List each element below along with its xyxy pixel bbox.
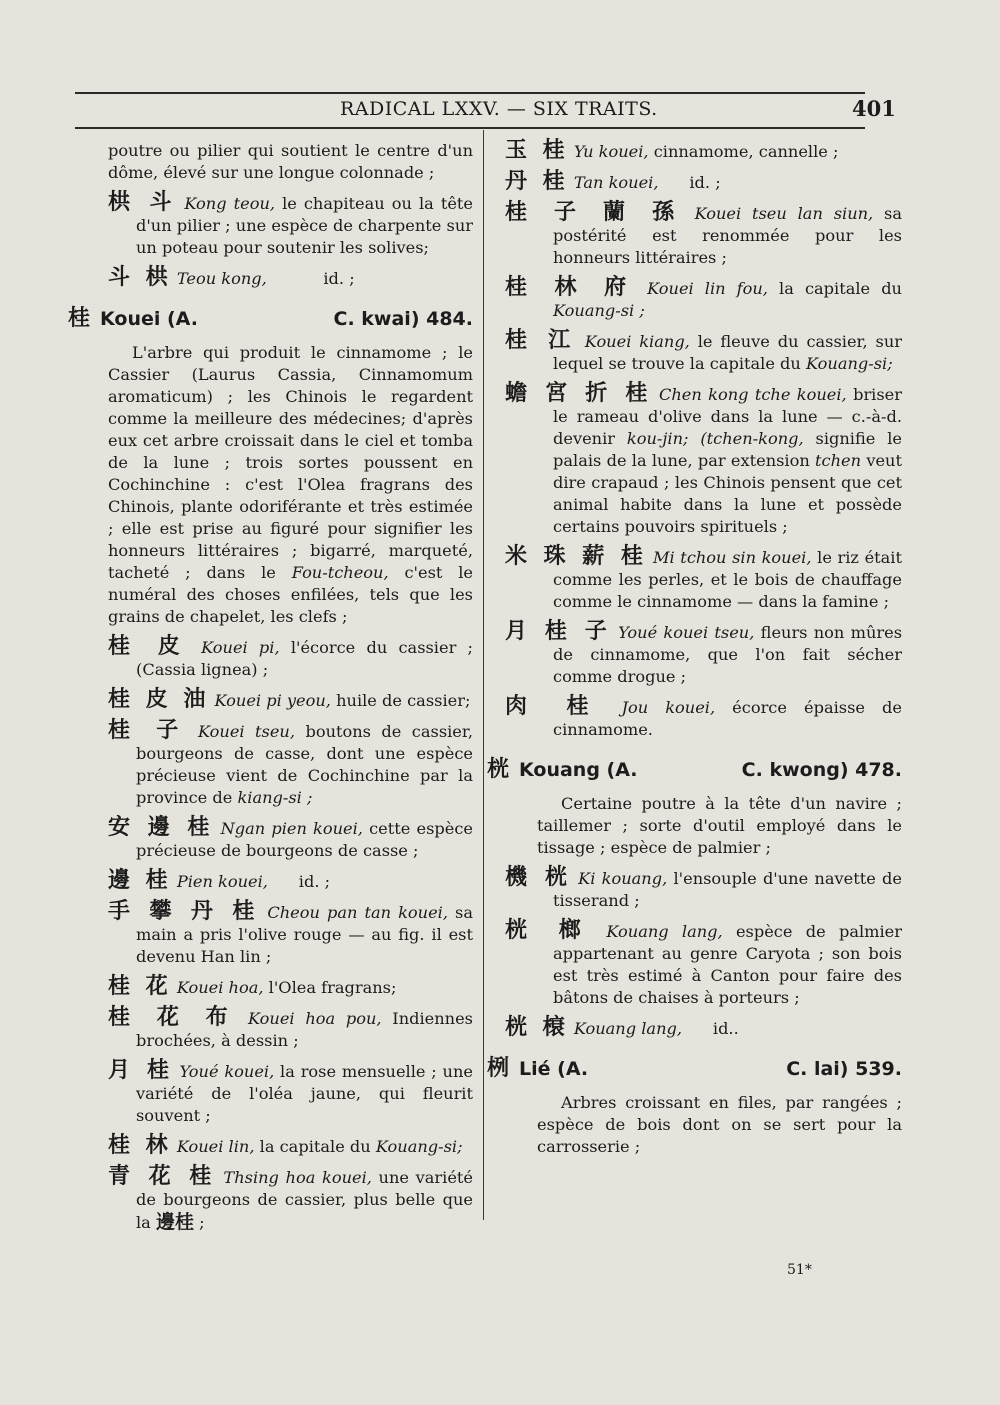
heading-character: 桄 (487, 757, 514, 782)
section-heading (487, 1058, 902, 1080)
dict-entry: 青 花 桂 Thsing hoa kouei, une variété de bourgeons de cassier, plus belle que la 邊桂 ; (108, 1164, 473, 1233)
definition: boutons de cassier, bourgeons de casse, dont une espèce précieuse vient de Cochinchine par la province de (136, 722, 473, 807)
chinese-term: 機 桄 (505, 865, 572, 890)
heading-character: 桂 (68, 306, 95, 331)
chinese-term: 米 珠 薪 桂 (505, 544, 648, 569)
definition: le riz était comme les perles, et le bois de chauffage comme le cinnamome — dans la famine ; (553, 548, 902, 611)
dict-entry (497, 202, 902, 269)
dict-entry: 蟾 宮 折 桂 Chen kong tche kouei, briser le rameau d'olive dans la lune — c.-à-d. devenir kou-jin; (tchen-kong, signifie le palais de la lune, par extension tchen veut dire crapaud ; les Chinois pensent que cet animal habite dans la lune et possède certains pouvoirs spirituels ; (505, 381, 903, 536)
dict-entry: 桂 江 Kouei kiang, le fleuve du cassier, sur lequel se trouve la capitale du Kouang-si; (505, 328, 902, 373)
page-number: 401 (852, 96, 896, 121)
dict-entry (108, 267, 473, 290)
definition-paragraph: Certaine poutre à la tête d'un navire ; taillemer ; sorte d'outil employé dans le tissage ; espèce de palmier ; (537, 794, 902, 857)
dict-entry (108, 901, 473, 968)
dict-entry (108, 870, 473, 893)
signature-mark: 51* (787, 1262, 812, 1278)
dict-entry (108, 817, 473, 862)
romanization: Kouei hoa, (176, 978, 264, 997)
definition: la rose mensuelle ; une variété de l'oléa jaune, qui fleurit souvent ; (136, 1062, 473, 1125)
chinese-term: 玉 桂 (505, 138, 569, 163)
definition: briser le rameau d'olive dans la lune — c.-à-d. devenir (553, 385, 902, 448)
dict-entry (497, 140, 902, 163)
romanization: Kouei tseu, (198, 722, 296, 741)
definition: id.. (682, 1019, 739, 1038)
definition: id. ; (267, 872, 331, 891)
romanization: Chen kong tche kouei, (658, 385, 847, 404)
romanization: Pien kouei, (176, 872, 268, 891)
definition: l'ensouple d'une navette de tisserand ; (553, 869, 902, 910)
romanization: Kouang lang, (573, 1019, 683, 1038)
chinese-term: 安 邊 桂 (108, 815, 215, 840)
definition: fleurs non mûres de cinnamome, que l'on fait sécher comme drogue ; (553, 623, 902, 686)
heading-cantonese: C. lai) 539. (786, 1058, 902, 1080)
definition: Indiennes brochées, à dessin ; (136, 1009, 473, 1050)
dict-entry (108, 689, 473, 712)
definition: id. ; (266, 269, 355, 288)
chinese-term: 蟾 宮 折 桂 (505, 381, 653, 406)
romanization: Youé kouei, (179, 1062, 275, 1081)
romanization: Yu kouei, (573, 142, 649, 161)
chinese-term: 斗 栱 (108, 265, 172, 290)
heading-cantonese: C. kwong) 478. (741, 759, 902, 781)
definition: sa postérité est renommée pour les honneurs littéraires ; (553, 204, 902, 267)
chinese-term: 手 攀 丹 桂 (108, 899, 261, 924)
definition: écorce épaisse de cinnamome. (553, 698, 902, 739)
romanization: Kouei pi, (201, 638, 280, 657)
heading-reading: Kouang (A. (519, 759, 638, 781)
dict-entry (497, 920, 902, 1009)
dict-entry (497, 546, 902, 613)
romanization: Youé kouei tseu, (618, 623, 755, 642)
romanization: Kouang lang, (606, 922, 723, 941)
section-heading (68, 308, 473, 330)
romanization: Mi tchou sin kouei, (652, 548, 812, 567)
chinese-term: 肉 桂 (505, 694, 605, 719)
section-heading (487, 759, 902, 781)
dict-entry (497, 867, 902, 912)
heading-reading: Lié (A. (519, 1058, 589, 1080)
heading-character: 栵 (487, 1056, 514, 1081)
header-rule-top (75, 92, 865, 94)
dict-entry (497, 171, 902, 194)
dict-entry (497, 1017, 902, 1040)
romanization: Kouei tseu lan siun, (694, 204, 874, 223)
chinese-term: 青 花 桂 (108, 1164, 217, 1189)
definition: huile de cassier; (330, 691, 471, 710)
dict-entry (497, 621, 902, 688)
definition-paragraph: L'arbre qui produit le cinnamome ; le Cassier (Laurus Cassia, Cinnamomum aromaticum) ; les Chinois le regardent comme la meilleure des médecines; d'après eux cet arbre croissait dans le ciel et tomba de la lune ; trois sortes poussent en Cochinchine : c'est l'Olea fragrans des Chinois, plante odoriférante et très estimée ; elle est prise au figuré pour signifier les honneurs littéraires ; bigarré, marqueté, tacheté ; dans le Fou-tcheou, c'est le numéral des choses enfilées, tels que les grains de chapelet, les clefs ; (108, 343, 473, 626)
chinese-term: 桂 林 府 (505, 275, 637, 300)
dict-entry: 桂 林 府 Kouei lin fou, la capitale du Kouang-si ; (505, 275, 902, 320)
heading-reading: Kouei (A. (100, 308, 198, 330)
romanization: Thsing hoa kouei, (223, 1168, 372, 1187)
definition: une variété de bourgeons de cassier, plus belle que la (136, 1168, 473, 1232)
romanization: Tan kouei, (573, 173, 659, 192)
chinese-term: 桂 皮 油 (108, 687, 210, 712)
right-column (487, 138, 903, 1166)
heading-cantonese: C. kwai) 484. (333, 308, 473, 330)
romanization: Kouei lin fou, (647, 279, 768, 298)
chinese-term: 月 桂 子 (505, 619, 612, 644)
romanization: Ki kouang, (578, 869, 668, 888)
header-rule-bottom (75, 127, 865, 129)
romanization: Kouei kiang, (584, 332, 690, 351)
chinese-term: 桄 榱 (505, 1015, 569, 1040)
definition: id. ; (658, 173, 721, 192)
dict-entry (108, 976, 473, 999)
chinese-term: 邊 桂 (108, 868, 172, 893)
dict-entry (108, 192, 473, 259)
dict-entry (108, 1060, 473, 1127)
romanization: Teou kong, (176, 269, 267, 288)
romanization: Ngan pien kouei, (220, 819, 363, 838)
chinese-term: 丹 桂 (505, 169, 569, 194)
definition: sa main a pris l'olive rouge — au fig. il est devenu Han lin ; (136, 903, 474, 966)
romanization: Kouei pi yeou, (214, 691, 331, 710)
romanization: Kouei lin, (176, 1137, 255, 1156)
dict-entry: 桂 子 Kouei tseu, boutons de cassier, bourgeons de casse, dont une espèce précieuse vient de Cochinchine par la province de kiang-si ; (108, 718, 473, 807)
definition: l'Olea fragrans; (263, 978, 397, 997)
dict-entry: 桂 林 Kouei lin, la capitale du Kouang-si; (108, 1133, 463, 1158)
chinese-term: 桂 花 (108, 974, 172, 999)
dict-entry (108, 636, 473, 681)
romanization: Kong teou, (184, 194, 276, 213)
chinese-term: 桂 林 (108, 1133, 172, 1158)
left-column (68, 140, 474, 1242)
definition: la capitale du (767, 279, 902, 298)
definition: cette espèce précieuse de bourgeons de casse ; (136, 819, 473, 860)
dict-entry (108, 1007, 473, 1052)
romanization: Jou kouei, (621, 698, 716, 717)
definition: cinnamome, cannelle ; (648, 142, 839, 161)
chinese-term: 桂 子 (108, 718, 188, 743)
romanization: Kouei hoa pou, (248, 1009, 382, 1028)
chinese-term: 栱 斗 (108, 190, 178, 215)
column-divider (483, 130, 484, 1220)
chinese-term: 桂 子 蘭 孫 (505, 200, 684, 225)
definition: le fleuve du cassier, sur lequel se trouve la capitale du (553, 332, 902, 373)
chinese-term: 桂 皮 (108, 634, 190, 659)
romanization: Cheou pan tan kouei, (267, 903, 448, 922)
chinese-term: 桄 榔 (505, 918, 594, 943)
running-header: RADICAL LXXV. — SIX TRAITS. (340, 98, 658, 120)
chinese-term: 桂 江 (505, 328, 577, 353)
definition-paragraph: Arbres croissant en files, par rangées ; espèce de bois dont on se sert pour la carrosserie ; (537, 1093, 902, 1156)
definition: la capitale du (254, 1137, 376, 1156)
continued-text: poutre ou pilier qui soutient le centre d'un dôme, élevé sur une longue colonnade ; (108, 141, 473, 182)
chinese-term: 桂 花 布 (108, 1005, 238, 1030)
definition: espèce de palmier appartenant au genre Caryota ; son bois est très estimé à Canton pour faire des bâtons de chaises à porteurs ; (553, 922, 902, 1007)
chinese-term: 月 桂 (108, 1058, 174, 1083)
definition: le chapiteau ou la tête d'un pilier ; une espèce de charpente sur un poteau pour soutenir les solives; (136, 194, 473, 257)
definition: l'écorce du cassier ; (Cassia lignea) ; (136, 638, 473, 679)
dict-entry (497, 696, 902, 741)
